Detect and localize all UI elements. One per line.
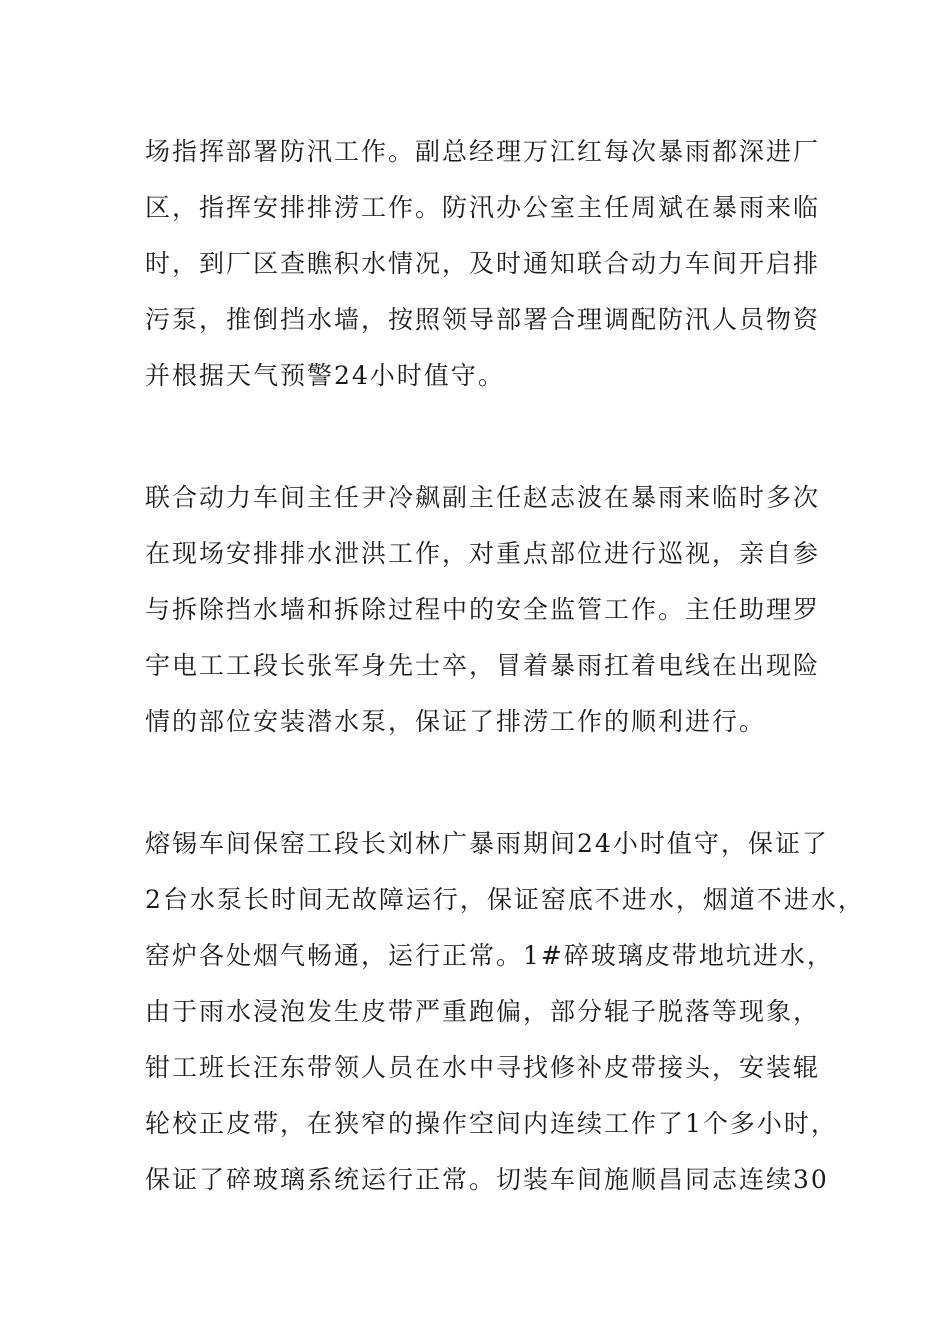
text-line: 并根据天气预警24小时值守。 xyxy=(145,361,505,390)
text-line: 由于雨水浸泡发生皮带严重跑偏，部分辊子脱落等现象， xyxy=(145,997,821,1026)
text-line: 2台水泵长时间无故障运行，保证窑底不进水，烟道不进水， xyxy=(145,885,865,914)
text-line: 在现场安排排水泄洪工作，对重点部位进行巡视，亲自参 xyxy=(145,539,821,568)
text-line: 轮校正皮带，在狭窄的操作空间内连续工作了1个多小时， xyxy=(145,1109,838,1138)
text-line: 宇电工工段长张军身先士卒，冒着暴雨扛着电线在出现险 xyxy=(145,651,821,680)
text-line: 窑炉各处烟气畅通，运行正常。1#碎玻璃皮带地坑进水， xyxy=(145,941,834,970)
text-line: 区，指挥安排排涝工作。防汛办公室主任周斌在暴雨来临 xyxy=(145,193,821,222)
text-line: 污泵，推倒挡水墙，按照领导部署合理调配防汛人员物资 xyxy=(145,305,821,334)
text-line: 场指挥部署防汛工作。副总经理万江红每次暴雨都深进厂 xyxy=(145,137,821,166)
paragraph-flood-command xyxy=(145,124,825,404)
text-line: 熔锡车间保窑工段长刘林广暴雨期间24小时值守，保证了 xyxy=(145,829,829,858)
text-line: 情的部位安装潜水泵，保证了排涝工作的顺利进行。 xyxy=(145,707,767,736)
text-line: 保证了碎玻璃系统运行正常。切装车间施顺昌同志连续30 xyxy=(145,1165,829,1194)
text-line: 钳工班长汪东带领人员在水中寻找修补皮带接头，安装辊 xyxy=(145,1053,821,1082)
text-line: 与拆除挡水墙和拆除过程中的安全监管工作。主任助理罗 xyxy=(145,595,821,624)
paragraph-tin-bath-workshop xyxy=(145,816,865,1208)
text-line: 时，到厂区查瞧积水情况，及时通知联合动力车间开启排 xyxy=(145,249,821,278)
paragraph-power-workshop xyxy=(145,470,825,750)
text-line: 联合动力车间主任尹冷飙副主任赵志波在暴雨来临时多次 xyxy=(145,483,821,512)
